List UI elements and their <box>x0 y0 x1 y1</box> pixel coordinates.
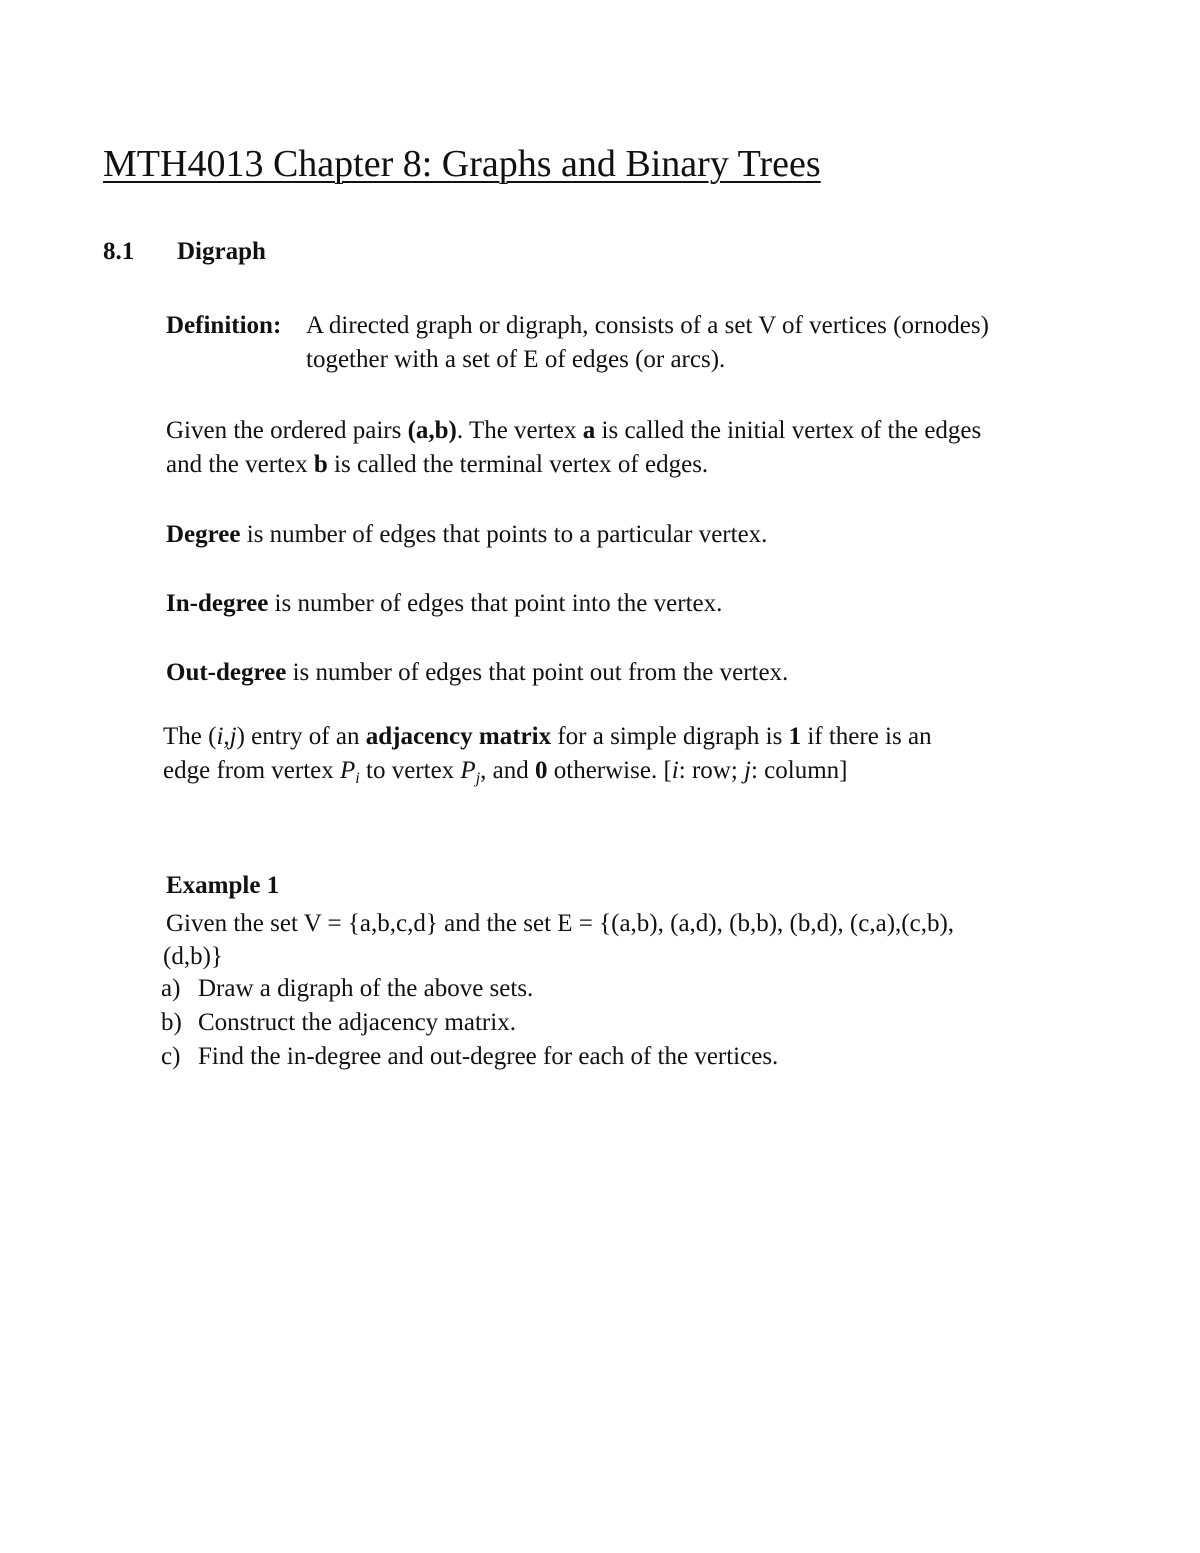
value-one: 1 <box>788 723 802 750</box>
text: for a simple digraph is <box>551 723 789 750</box>
text: The ( <box>163 723 217 750</box>
text: is number of edges that points to a particular vertex. <box>240 521 768 548</box>
text: is number of edges that point into the vertex. <box>268 590 723 617</box>
degree-definition <box>166 518 767 552</box>
adjacency-matrix-term: adjacency matrix <box>365 723 552 750</box>
list-item <box>161 972 180 1006</box>
text: : row; <box>678 757 745 784</box>
list-marker: a) <box>161 975 181 1002</box>
list-item <box>161 1040 180 1074</box>
ij-term: i,j <box>216 723 237 750</box>
section-heading: Digraph <box>177 238 266 265</box>
vertex-a-term: a <box>582 417 596 444</box>
list-marker: c) <box>161 1043 181 1070</box>
subscript-i: i <box>355 770 360 787</box>
list-item-text: Draw a digraph of the above sets. <box>198 975 534 1002</box>
definition-line-1: A directed graph or digraph, consists of a set V of vertices (ornodes) <box>306 312 989 339</box>
in-degree-definition <box>166 587 722 621</box>
text: is number of edges that point out from the vertex. <box>286 659 789 686</box>
pair-term: (a,b) <box>407 417 457 444</box>
text: is called the initial vertex of the edges <box>595 417 982 444</box>
adjacency-line-2 <box>163 754 848 788</box>
example-heading: Example 1 <box>166 872 280 899</box>
definition-label: Definition: <box>166 312 282 339</box>
list-item <box>161 1006 182 1040</box>
out-degree-term: Out-degree <box>166 659 287 686</box>
text: : column] <box>750 757 848 784</box>
degree-term: Degree <box>166 521 241 548</box>
value-zero: 0 <box>535 757 548 784</box>
ordered-pairs-line-1 <box>166 414 981 448</box>
list-item-text: Find the in-degree and out-degree for each of the vertices. <box>198 1043 779 1070</box>
section-number: 8.1 <box>103 238 135 265</box>
vertex-p-j: P <box>460 757 476 784</box>
text: Given the ordered pairs <box>166 417 408 444</box>
text: otherwise. [ <box>547 757 672 784</box>
text: and the vertex <box>166 451 314 478</box>
text: ) entry of an <box>236 723 366 750</box>
example-line-1: Given the set V = {a,b,c,d} and the set E = {(a,b), (a,d), (b,b), (b,d), (c,a),(c,b), <box>166 910 955 937</box>
j-label: j <box>744 757 751 784</box>
list-marker: b) <box>161 1009 182 1036</box>
subscript-j: j <box>475 770 481 787</box>
ordered-pairs-line-2 <box>166 448 708 482</box>
page-title: MTH4013 Chapter 8: Graphs and Binary Trees <box>103 143 821 185</box>
vertex-b-term: b <box>313 451 328 478</box>
text: is called the terminal vertex of edges. <box>327 451 709 478</box>
out-degree-definition <box>166 656 788 690</box>
text: if there is an <box>801 723 932 750</box>
vertex-p-i: P <box>340 757 356 784</box>
example-line-2: (d,b)} <box>163 943 223 970</box>
list-item-text: Construct the adjacency matrix. <box>198 1009 516 1036</box>
i-label: i <box>671 757 679 784</box>
text: , and <box>480 757 536 784</box>
in-degree-term: In-degree <box>166 590 269 617</box>
text: edge from vertex <box>163 757 341 784</box>
text: . The vertex <box>456 417 583 444</box>
adjacency-line-1 <box>163 720 932 754</box>
definition-line-2: together with a set of E of edges (or arcs). <box>306 346 726 373</box>
text: to vertex <box>359 757 461 784</box>
